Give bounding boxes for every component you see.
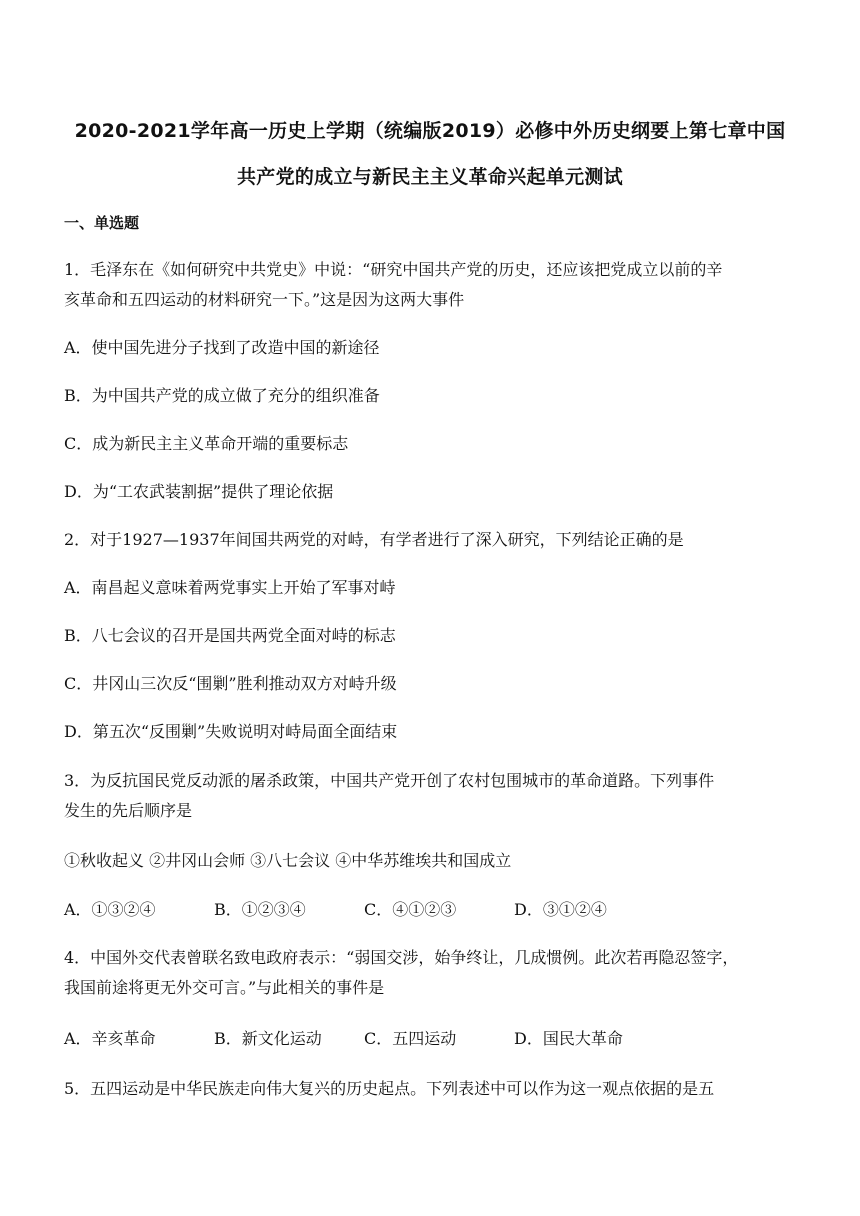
- question-3-option-c: C．④①②③: [364, 900, 457, 919]
- question-3-options-row: [64, 899, 664, 921]
- question-4-option-a: A．辛亥革命: [64, 1029, 156, 1048]
- question-1-option-b: B．为中国共产党的成立做了充分的组织准备: [64, 386, 380, 405]
- question-3-stem-line-2: 发生的先后顺序是: [64, 801, 193, 820]
- question-1-stem-line-2: 亥革命和五四运动的材料研究一下。”这是因为这两大事件: [64, 290, 465, 309]
- question-4-options-row: [64, 1028, 664, 1050]
- document-title-line-2: 共产党的成立与新民主主义革命兴起单元测试: [236, 166, 623, 188]
- question-1-option-c: C．成为新民主主义革命开端的重要标志: [64, 434, 349, 453]
- question-5-stem-line-1: 5．五四运动是中华民族走向伟大复兴的历史起点。下列表述中可以作为这一观点依据的是五: [64, 1079, 715, 1098]
- section-heading: 一、单选题: [64, 214, 140, 232]
- question-3-sequence-items: ①秋收起义 ②井冈山会师 ③八七会议 ④中华苏维埃共和国成立: [64, 851, 512, 870]
- question-4-option-c: C．五四运动: [364, 1029, 457, 1048]
- question-4-stem-line-1: 4．中国外交代表曾联名致电政府表示：“弱国交涉，始争终让，几成惯例。此次若再隐忍签字，: [64, 948, 739, 967]
- question-3-stem-line-1: 3．为反抗国民党反动派的屠杀政策，中国共产党开创了农村包围城市的革命道路。下列事件: [64, 771, 715, 790]
- question-2-stem-line-1: 2．对于1927—1937年间国共两党的对峙，有学者进行了深入研究，下列结论正确的是: [64, 530, 684, 549]
- question-3-option-d: D．③①②④: [514, 900, 607, 919]
- question-4-option-b: B．新文化运动: [214, 1029, 322, 1048]
- question-2-option-c: C．井冈山三次反“围剿”胜利推动双方对峙升级: [64, 674, 397, 693]
- question-2-option-d: D．第五次“反围剿”失败说明对峙局面全面结束: [64, 722, 398, 741]
- question-2-option-b: B．八七会议的召开是国共两党全面对峙的标志: [64, 626, 396, 645]
- question-1-stem-line-1: 1．毛泽东在《如何研究中共党史》中说：“研究中国共产党的历史，还应该把党成立以前的辛: [64, 260, 723, 279]
- question-4-stem-line-2: 我国前途将更无外交可言。”与此相关的事件是: [64, 978, 385, 997]
- question-4-option-d: D．国民大革命: [514, 1029, 623, 1048]
- question-3-option-b: B．①②③④: [214, 900, 306, 919]
- document-title-line-1: 2020-2021学年高一历史上学期（统编版2019）必修中外历史纲要上第七章中国: [74, 120, 786, 142]
- question-1-option-d: D．为“工农武装割据”提供了理论依据: [64, 482, 334, 501]
- question-1-option-a: A．使中国先进分子找到了改造中国的新途径: [64, 338, 380, 357]
- question-2-option-a: A．南昌起义意味着两党事实上开始了军事对峙: [64, 578, 396, 597]
- question-3-option-a: A．①③②④: [64, 900, 156, 919]
